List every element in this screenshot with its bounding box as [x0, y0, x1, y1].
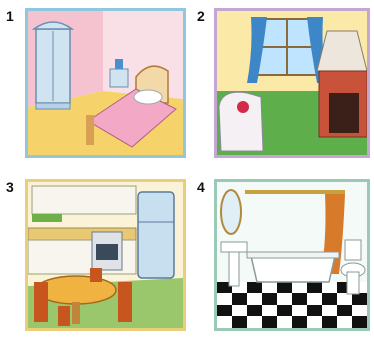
bathtub-icon: [247, 252, 339, 282]
panel-living-room[interactable]: [214, 8, 370, 158]
fridge-icon: [138, 192, 174, 278]
panel-number-4: 4: [197, 179, 205, 195]
panel-bathroom[interactable]: [214, 179, 370, 331]
panel-bedroom[interactable]: [25, 8, 186, 158]
panel-kitchen[interactable]: [25, 179, 186, 331]
sofa-icon: [219, 92, 263, 151]
panel-number-1: 1: [6, 8, 14, 24]
kitchen-illustration: [28, 182, 183, 328]
window-icon: [247, 17, 327, 83]
bathroom-illustration: [217, 182, 367, 328]
checkered-floor: [217, 282, 367, 328]
panel-number-2: 2: [197, 8, 205, 24]
panel-number-3: 3: [6, 179, 14, 195]
bedroom-illustration: [28, 11, 183, 155]
living-room-illustration: [217, 11, 367, 155]
fireplace-icon: [317, 31, 367, 137]
mirror-icon: [221, 190, 241, 234]
wardrobe-icon: [34, 22, 72, 109]
